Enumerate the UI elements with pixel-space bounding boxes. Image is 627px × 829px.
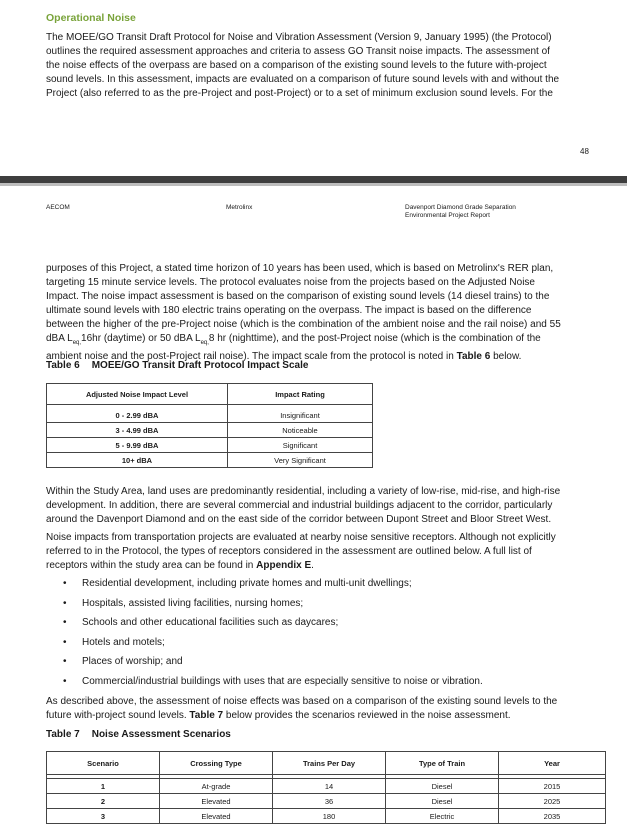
table-cell: 3 - 4.99 dBA — [47, 423, 228, 438]
table7-caption — [46, 729, 231, 740]
text-line: Noise impacts from transportation projects are evaluated at nearby noise sensitive receptors. Although not explicitly — [46, 532, 556, 543]
table-cell: Diesel — [386, 779, 499, 794]
table-row — [47, 779, 606, 794]
text-line: purposes of this Project, a stated time horizon of 10 years has been used, which is based on Metrolinx's RER plan, — [46, 263, 554, 274]
text-line: sound levels. In this assessment, impacts are evaluated on a comparison of future sound levels with and without the — [46, 74, 560, 85]
table-cell: 2015 — [499, 779, 606, 794]
paragraph-scenarios — [46, 695, 606, 723]
paragraph-land-use — [46, 485, 606, 527]
table-cell: Elevated — [160, 809, 273, 824]
header-title-line: Environmental Project Report — [405, 212, 490, 219]
table-cell: 1 — [47, 779, 160, 794]
table-cell: At-grade — [160, 779, 273, 794]
page-divider-dark — [0, 176, 627, 183]
list-item: • Hospitals, assisted living facilities, nursing homes; — [63, 597, 304, 609]
text-line: around the Davenport Diamond and on the east side of the corridor between Dupont Street and Bloor Street West. — [46, 514, 552, 525]
list-item: • Places of worship; and — [63, 656, 183, 668]
table-cell: Noticeable — [228, 423, 373, 438]
table-number: Table 6 — [46, 360, 80, 371]
text-line: future with-project sound levels. Table 7 below provides the scenarios reviewed in the noise assessment. — [46, 710, 511, 721]
table-cell: Very Significant — [228, 453, 373, 468]
paragraph-protocol — [46, 262, 606, 364]
table-cell: 36 — [273, 794, 386, 809]
column-header: Type of Train — [386, 752, 499, 775]
text-line: between the higher of the pre-Project noise (which is the combination of the ambient noise and the rail noise) and 55 — [46, 319, 561, 330]
column-header: Trains Per Day — [273, 752, 386, 775]
table-reference: Table 6 — [456, 351, 491, 362]
table-row — [47, 438, 373, 453]
table-cell: 10+ dBA — [47, 453, 228, 468]
header-title-line: Davenport Diamond Grade Separation — [405, 204, 516, 211]
table-cell: 2 — [47, 794, 160, 809]
intro-paragraph — [46, 31, 606, 101]
list-item: • Schools and other educational facilities such as daycares; — [63, 617, 339, 629]
table-cell: Electric — [386, 809, 499, 824]
bullet-icon: • — [63, 636, 67, 648]
table-cell: 3 — [47, 809, 160, 824]
paragraph-receptors — [46, 531, 606, 573]
table-cell: 0 - 2.99 dBA — [47, 405, 228, 423]
table-cell: 14 — [273, 779, 386, 794]
text-line: targeting 15 minute service levels. The protocol evaluates noise from the projects based on the Adjusted Noise — [46, 277, 535, 288]
table-row — [47, 405, 373, 423]
header-project-title — [405, 204, 516, 220]
table-cell: 2025 — [499, 794, 606, 809]
text-line: Project (also referred to as the pre-Project and post-Project) or to a set of minimum exclusion sound levels. For the — [46, 88, 553, 99]
column-header: Impact Rating — [228, 384, 373, 405]
text-line: The MOEE/GO Transit Draft Protocol for Noise and Vibration Assessment (Version 9, January 1995) (the Protocol) — [46, 32, 552, 43]
table-cell: Insignificant — [228, 405, 373, 423]
table-row — [47, 809, 606, 824]
text-line: ultimate sound levels with 180 electric trains operating on the overpass. The impact is based on the difference — [46, 305, 532, 316]
text-line: development. In addition, there are several commercial and industrial buildings adjacent to the corridor, particularly — [46, 500, 553, 511]
table-reference: Table 7 — [189, 710, 224, 721]
receptor-list — [63, 577, 603, 695]
table-cell: Elevated — [160, 794, 273, 809]
section-heading: Operational Noise — [46, 12, 136, 24]
table-title: MOEE/GO Transit Draft Protocol Impact Scale — [91, 360, 309, 371]
table-number: Table 7 — [46, 729, 80, 740]
table-cell: 180 — [273, 809, 386, 824]
table6-caption — [46, 360, 308, 371]
text-line: Within the Study Area, land uses are predominantly residential, including a variety of low-rise, mid-rise, and high-rise — [46, 486, 561, 497]
table-row — [47, 453, 373, 468]
text-line: receptors within the study area can be found in Appendix E. — [46, 560, 314, 571]
bullet-icon: • — [63, 675, 67, 687]
column-header: Year — [499, 752, 606, 775]
page-number: 48 — [580, 147, 589, 156]
text-line: As described above, the assessment of noise effects was based on a comparison of the existing sound levels to the — [46, 696, 558, 707]
text-line: referred to in the Protocol, the types of receptors considered in the assessment are outlined below. A full list of — [46, 546, 532, 557]
table-row — [47, 423, 373, 438]
page-divider-light — [0, 183, 627, 186]
text-line: ambient noise and the post-Project rail noise). The impact scale from the protocol is noted in Table 6 below. — [46, 351, 522, 362]
header-company: AECOM — [46, 204, 70, 211]
table-header-row — [47, 384, 373, 405]
column-header: Scenario — [47, 752, 160, 775]
list-item: • Residential development, including private homes and multi-unit dwellings; — [63, 578, 412, 589]
text-line: dBA $L_{eq,}16hr$ (daytime) or 50 dBA $L_{eq,}8$ hr (nighttime), and the post-Project noise (which is the combination of the — [46, 333, 541, 346]
bullet-icon: • — [63, 578, 67, 589]
column-header: Adjusted Noise Impact Level — [47, 384, 228, 405]
appendix-reference: Appendix E — [256, 560, 312, 571]
noise-scenarios-table — [46, 751, 606, 824]
bullet-icon: • — [63, 617, 67, 629]
impact-scale-table — [46, 383, 373, 468]
table-row — [47, 794, 606, 809]
table-cell: 5 - 9.99 dBA — [47, 438, 228, 453]
table-cell: Significant — [228, 438, 373, 453]
list-item: • Hotels and motels; — [63, 636, 165, 648]
bullet-icon: • — [63, 656, 67, 668]
text-line: the noise effects of the overpass are based on a comparison of the existing sound levels to the future with-project — [46, 60, 547, 71]
text-line: Impact. The noise impact assessment is based on the comparison of existing sound levels (14 diesel trains) to the — [46, 291, 550, 302]
column-header: Crossing Type — [160, 752, 273, 775]
header-client: Metrolinx — [226, 204, 253, 211]
table-cell: 2035 — [499, 809, 606, 824]
list-item: • Commercial/industrial buildings with uses that are especially sensitive to noise or vibration. — [63, 675, 483, 687]
bullet-icon: • — [63, 597, 67, 609]
table-cell: Diesel — [386, 794, 499, 809]
table-title: Noise Assessment Scenarios — [91, 729, 231, 740]
text-line: outlines the required assessment approaches and criteria to assess GO Transit noise impacts. The assessment of — [46, 46, 550, 57]
table-header-row — [47, 752, 606, 775]
